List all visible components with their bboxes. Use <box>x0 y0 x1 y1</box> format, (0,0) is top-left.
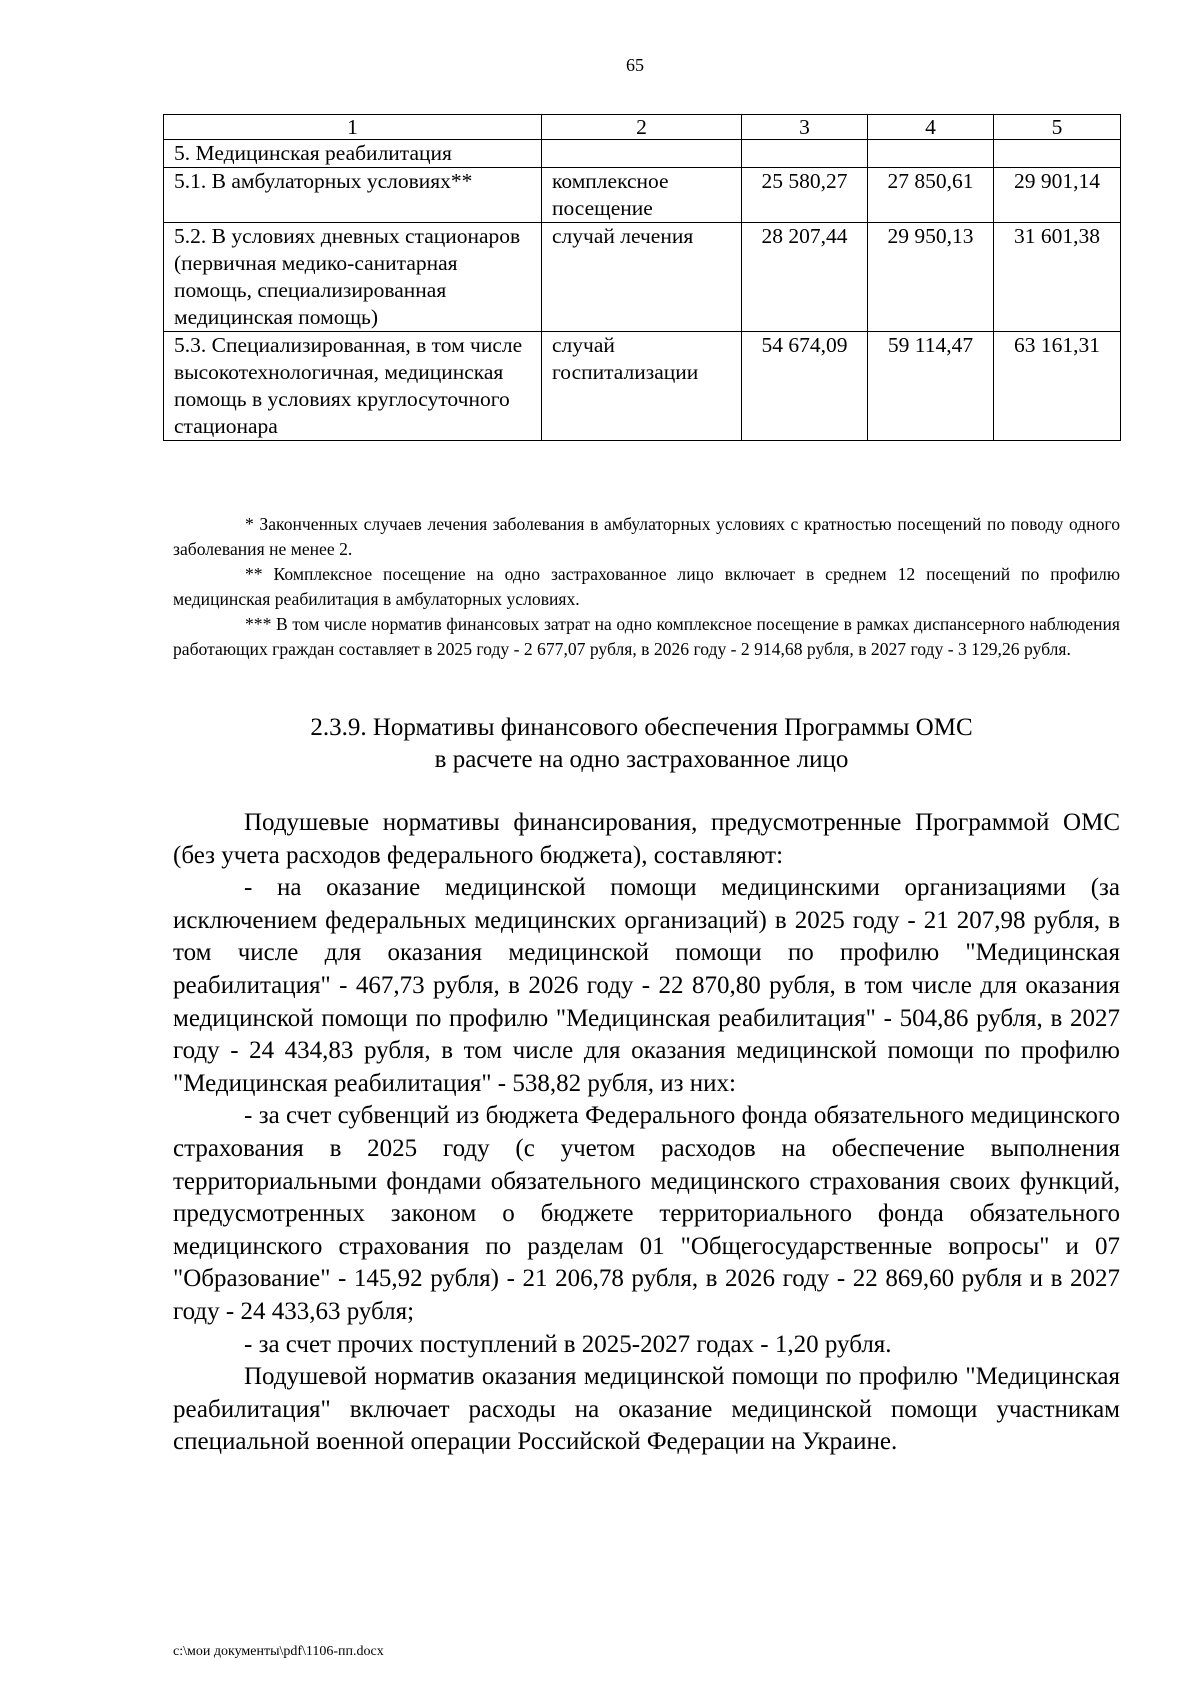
section-title-line: 2.3.9. Нормативы финансового обеспечения Программы ОМС <box>310 714 973 741</box>
value-2026 <box>868 140 994 168</box>
value-2026: 59 114,47 <box>868 332 994 441</box>
table-row <box>164 332 1121 441</box>
column-header: 5 <box>994 115 1121 140</box>
footnote: * Законченных случаев лечения заболевания в амбулаторных условиях с кратностью посещений по поводу одного заболевания не менее 2. <box>173 514 1120 559</box>
value-2025: 25 580,27 <box>742 168 868 223</box>
table-row <box>164 140 1121 168</box>
section-title <box>163 712 1120 776</box>
footnotes <box>173 512 1120 662</box>
column-header: 4 <box>868 115 994 140</box>
footnote: ** Комплексное посещение на одно застрахованное лицо включает в среднем 12 посещений по профилю медицинская реабилитация в амбулаторных условиях. <box>173 564 1120 609</box>
financial-norms-table <box>163 114 1121 441</box>
table-row <box>164 223 1121 332</box>
value-2027: 31 601,38 <box>994 223 1121 332</box>
paragraph: Подушевой норматив оказания медицинской помощи по профилю "Медицинская реабилитация" включает расходы на оказание медицинской помощи участникам специальной военной операции Российской Федерации на Украине. <box>173 1363 1120 1456</box>
paragraph: - за счет субвенций из бюджета Федерального фонда обязательного медицинского страхования в 2025 году (с учетом расходов на обеспечение выполнения территориальными фондами обязательного медицинского страхования своих функций, предусмотренных законом о бюджете территориального фонда обязательного медицинского страхования по разделам 01 "Общегосударственные вопросы" и 07 "Образование" - 145,92 рубля) - 21 206,78 рубля, в 2026 году - 22 869,60 рубля и в 2027 году - 24 433,63 рубля; <box>173 1102 1120 1325</box>
row-unit: комплексное посещение <box>542 168 742 223</box>
page-number: 65 <box>626 55 644 75</box>
section-title-line: в расчете на одно застрахованное лицо <box>434 746 849 773</box>
value-2027: 63 161,31 <box>994 332 1121 441</box>
paragraph: - на оказание медицинской помощи медицинскими организациями (за исключением федеральных медицинских организаций) в 2025 году - 21 207,98 рубля, в том числе для оказания медицинской помощи по профилю "Медицинская реабилитация" - 467,73 рубля, в 2026 году - 22 870,80 рубля, в том числе для оказания медицинской помощи по профилю "Медицинская реабилитация" - 504,86 рубля, в 2027 году - 24 434,83 рубля, в том числе для оказания медицинской помощи по профилю "Медицинская реабилитация" - 538,82 рубля, из них: <box>173 874 1120 1097</box>
column-header: 2 <box>542 115 742 140</box>
value-2026: 29 950,13 <box>868 223 994 332</box>
paragraph: Подушевые нормативы финансирования, предусмотренные Программой ОМС (без учета расходов федерального бюджета), составляют: <box>173 809 1120 869</box>
value-2026: 27 850,61 <box>868 168 994 223</box>
table-row <box>164 168 1121 223</box>
column-header: 1 <box>164 115 542 140</box>
footnote: *** В том числе норматив финансовых затрат на одно комплексное посещение в рамках диспансерного наблюдения работающих граждан составляет в 2025 году - 2 677,07 рубля, в 2026 году - 2 914,68 рубля, в 2027 году - 3 129,26 рубля. <box>173 614 1120 659</box>
column-header: 3 <box>742 115 868 140</box>
value-2027: 29 901,14 <box>994 168 1121 223</box>
file-path-footer: c:\мои документы\pdf\1106-пп.docx <box>173 1644 384 1659</box>
row-name: 5. Медицинская реабилитация <box>164 140 542 168</box>
paragraph: - за счет прочих поступлений в 2025-2027 годах - 1,20 рубля. <box>244 1330 892 1358</box>
row-unit <box>542 140 742 168</box>
row-name: 5.2. В условиях дневных стационаров (первичная медико-санитарная помощь, специализированная медицинская помощь) <box>164 223 542 332</box>
body-text <box>173 807 1120 1459</box>
row-unit: случай лечения <box>542 223 742 332</box>
value-2025: 28 207,44 <box>742 223 868 332</box>
row-name: 5.3. Специализированная, в том числе высокотехнологичная, медицинская помощь в условиях круглосуточного стационара <box>164 332 542 441</box>
row-unit: случай госпитализации <box>542 332 742 441</box>
table-header-row <box>164 115 1121 140</box>
value-2027 <box>994 140 1121 168</box>
row-name: 5.1. В амбулаторных условиях** <box>164 168 542 223</box>
value-2025 <box>742 140 868 168</box>
value-2025: 54 674,09 <box>742 332 868 441</box>
